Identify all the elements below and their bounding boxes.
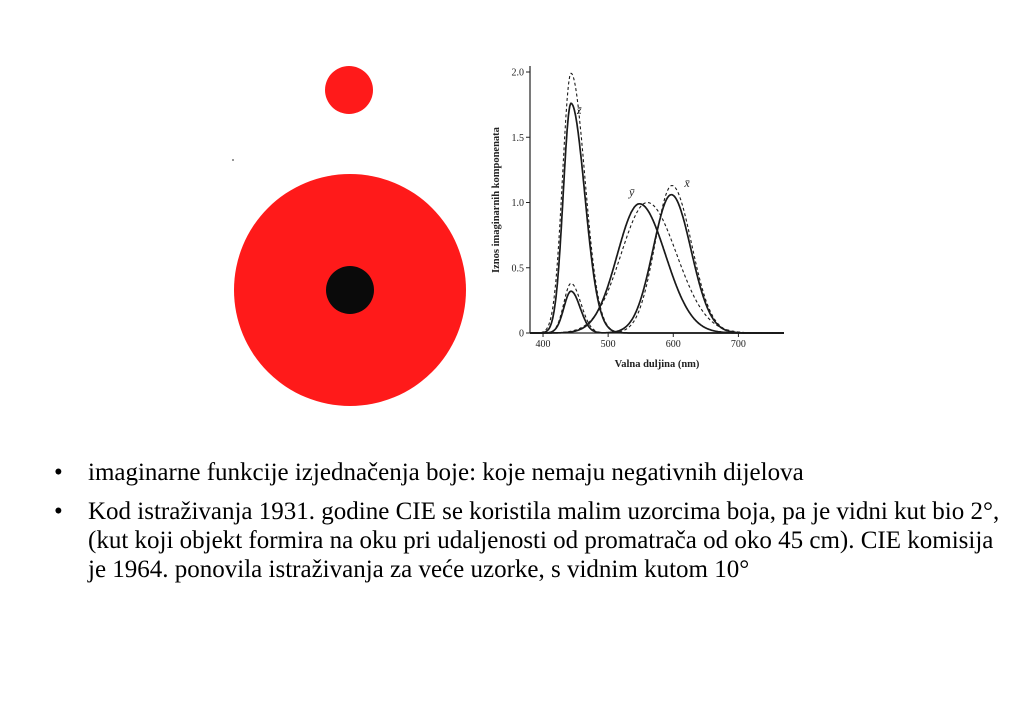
bullet-item	[54, 497, 1004, 584]
dashed-curve-4	[530, 203, 784, 334]
bullet-marker: •	[54, 459, 63, 486]
y-tick-label: 0.5	[511, 263, 524, 275]
curves	[530, 73, 784, 333]
x-tick-label: 500	[600, 339, 616, 350]
x-tick-label: 600	[665, 339, 681, 350]
curve-label: z̄	[576, 102, 582, 117]
bullet-marker: •	[54, 498, 63, 525]
fixation-black-dot	[326, 266, 374, 314]
bullet-text: imaginarne funkcije izjednačenja boje: koje nemaju negativnih dijelova	[88, 459, 804, 486]
y-axis-title: Iznos imaginarnih komponenata	[491, 127, 502, 273]
x-tick-label: 700	[730, 339, 746, 350]
small-red-circle	[325, 66, 373, 114]
curve-labels	[576, 103, 690, 199]
x-ticks	[536, 333, 746, 350]
x-tick-label: 400	[535, 339, 551, 350]
y-tick-label: 0	[519, 328, 524, 340]
bullet-item	[54, 458, 1004, 487]
x-axis-title: Valna duljina (nm)	[614, 359, 700, 370]
solid-curve-1	[530, 204, 784, 333]
fixation-mark	[232, 159, 234, 161]
curve-label: ȳ	[628, 184, 635, 199]
field-size-illustration	[232, 66, 466, 406]
y-tick-label: 2.0	[511, 67, 524, 79]
dashed-curve-5	[530, 186, 784, 334]
solid-curve-2	[530, 195, 784, 333]
y-tick-label: 1.0	[511, 198, 524, 209]
bullet-text: Kod istraživanja 1931. godine CIE se koristila malim uzorcima boja, pa je vidni kut bio 2°, (kut koji objekt formira na oku pri udaljenosti od promatrača od oko 45 cm). CIE komisija je 1964. ponovila istraživanja za veće uzorke, s vidnim kutom 10°	[88, 498, 1000, 583]
bullet-list	[54, 458, 1004, 594]
color-matching-chart	[491, 66, 784, 370]
solid-curve-0	[530, 103, 784, 333]
curve-label: x̄	[684, 175, 690, 190]
y-ticks	[512, 68, 531, 340]
y-tick-label: 1.5	[511, 132, 524, 144]
